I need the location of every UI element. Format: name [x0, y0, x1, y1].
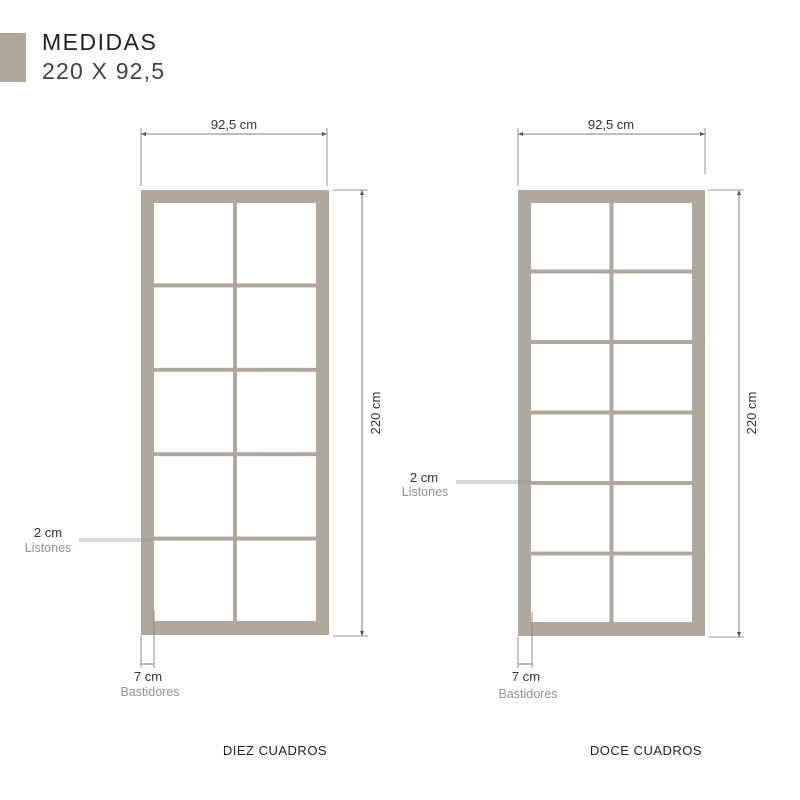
- glass-pane: [531, 203, 610, 270]
- page-title: MEDIDAS: [42, 29, 158, 55]
- glass-pane: [531, 556, 610, 623]
- glass-pane: [614, 274, 693, 341]
- glass-pane: [531, 274, 610, 341]
- glass-pane: [614, 203, 693, 270]
- glass-pane: [614, 556, 693, 623]
- door-2-width-arrow-left: [518, 132, 523, 136]
- door-1-width-label: 92,5 cm: [210, 117, 258, 132]
- glass-pane: [531, 415, 610, 482]
- glass-pane: [531, 344, 610, 411]
- glass-pane: [531, 485, 610, 552]
- glass-pane: [237, 287, 316, 367]
- door-1-caption: DIEZ CUADROS: [222, 743, 328, 758]
- door-2-frame-label: Bastidores: [498, 687, 558, 701]
- door-1-width-arrow-right: [322, 132, 327, 136]
- door-1-slat-label: Listones: [24, 541, 72, 555]
- door-ten-panes: [25, 117, 383, 758]
- door-1-frame-label: Bastidores: [120, 685, 180, 699]
- door-1-height-label: 220 cm: [368, 391, 383, 435]
- glass-pane: [154, 456, 233, 536]
- glass-pane: [237, 541, 316, 621]
- door-2-width-label: 92,5 cm: [587, 117, 635, 132]
- glass-pane: [237, 203, 316, 283]
- glass-pane: [154, 372, 233, 452]
- door-twelve-panes: [402, 117, 759, 758]
- glass-pane: [154, 203, 233, 283]
- glass-pane: [237, 456, 316, 536]
- door-1-width-arrow-left: [141, 132, 146, 136]
- glass-pane: [614, 485, 693, 552]
- glass-pane: [614, 344, 693, 411]
- door-2-height-arrow-bottom: [737, 632, 741, 637]
- door-2-slat-label: Listones: [401, 485, 449, 499]
- glass-pane: [614, 415, 693, 482]
- door-1-height-arrow-bottom: [360, 631, 364, 636]
- glass-pane: [237, 372, 316, 452]
- door-1-slat-value: 2 cm: [33, 525, 63, 540]
- page-subtitle: 220 X 92,5: [42, 58, 166, 84]
- door-2-caption: DOCE CUADROS: [589, 743, 703, 758]
- door-2-frame-value: 7 cm: [511, 669, 541, 684]
- door-2-slat-value: 2 cm: [409, 470, 439, 485]
- door-1-frame-value: 7 cm: [133, 669, 163, 684]
- door-2-width-arrow-right: [700, 132, 705, 136]
- door-2-height-arrow-top: [737, 190, 741, 195]
- glass-pane: [154, 287, 233, 367]
- door-1-height-arrow-top: [360, 190, 364, 195]
- door-2-height-label: 220 cm: [744, 391, 759, 435]
- glass-pane: [154, 541, 233, 621]
